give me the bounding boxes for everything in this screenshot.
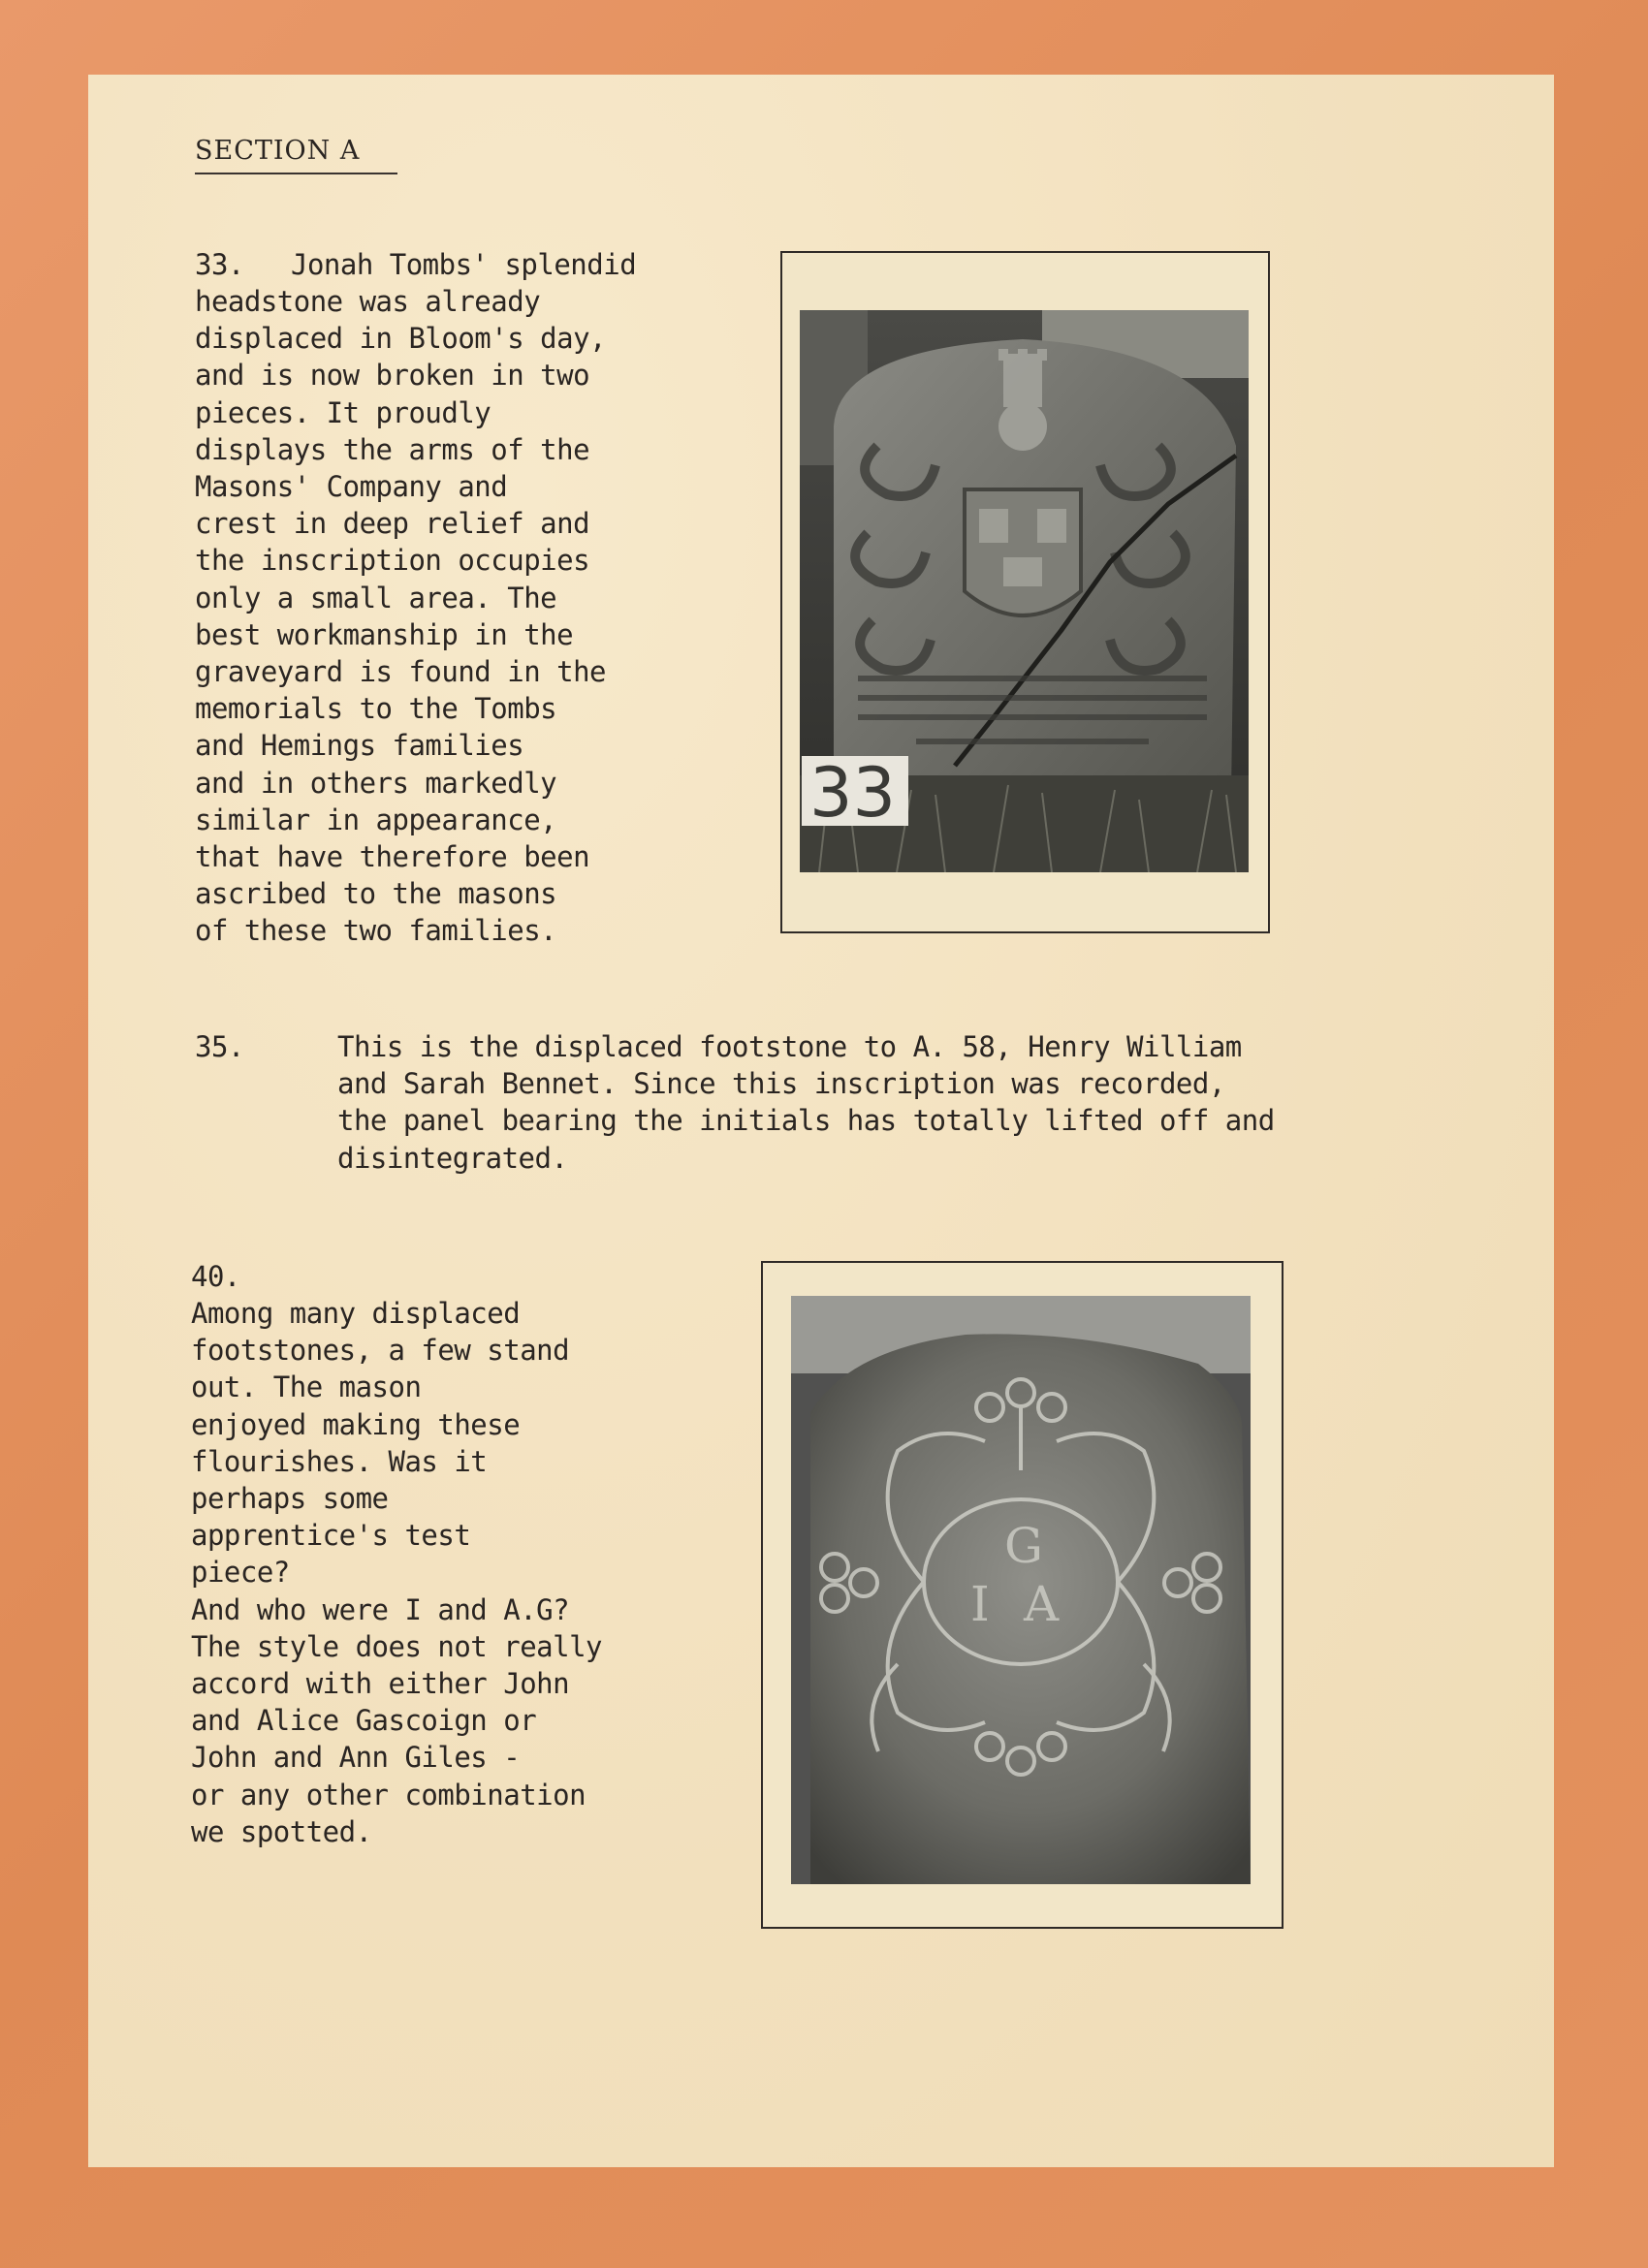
entry-33-text: headstone was already displaced in Bloom's day, and is now broken in two pieces. It proudly displays the arms of the Masons' Company and crest in deep relief and the inscription occupies only a small area. The best workmanship in the graveyard is found in the memorials to the Tombs and Hemings families and in others markedly similar in appearance, that have therefore been ascribed to the masons of these two families. [195,285,606,948]
headstone-photo-33 [800,310,1249,872]
entry-33-number: 33. [195,248,244,281]
section-title: SECTION A [195,136,361,166]
footstone-40-image [791,1296,1251,1884]
entry-33-first-line: Jonah Tombs' splendid [291,248,637,281]
entry-35-text: This is the displaced footstone to A. 58, Henry William and Sarah Bennet. Since this inscription was recorded, the panel bearing the initials has totally lifted off and disintegrated. [337,1030,1275,1175]
svg-text:A: A [1024,1576,1060,1632]
photo-label-33: 33 [809,753,897,833]
svg-text:G: G [1004,1518,1043,1574]
svg-text:I: I [970,1576,990,1632]
section-title-underline [195,173,397,174]
footstone-photo-40 [791,1296,1251,1884]
entry-35-number: 35. [195,1030,244,1063]
headstone-33-image [800,310,1249,872]
entry-40-number: 40. [191,1260,240,1293]
entry-40-text: Among many displaced footstones, a few stand out. The mason enjoyed making these flourishes. Was it perhaps some apprentice's test piece? And who were I and A.G? The style does not really accord with either John and Alice Gascoign or John and Ann Giles - or any other combination we spotted. [191,1297,602,1848]
